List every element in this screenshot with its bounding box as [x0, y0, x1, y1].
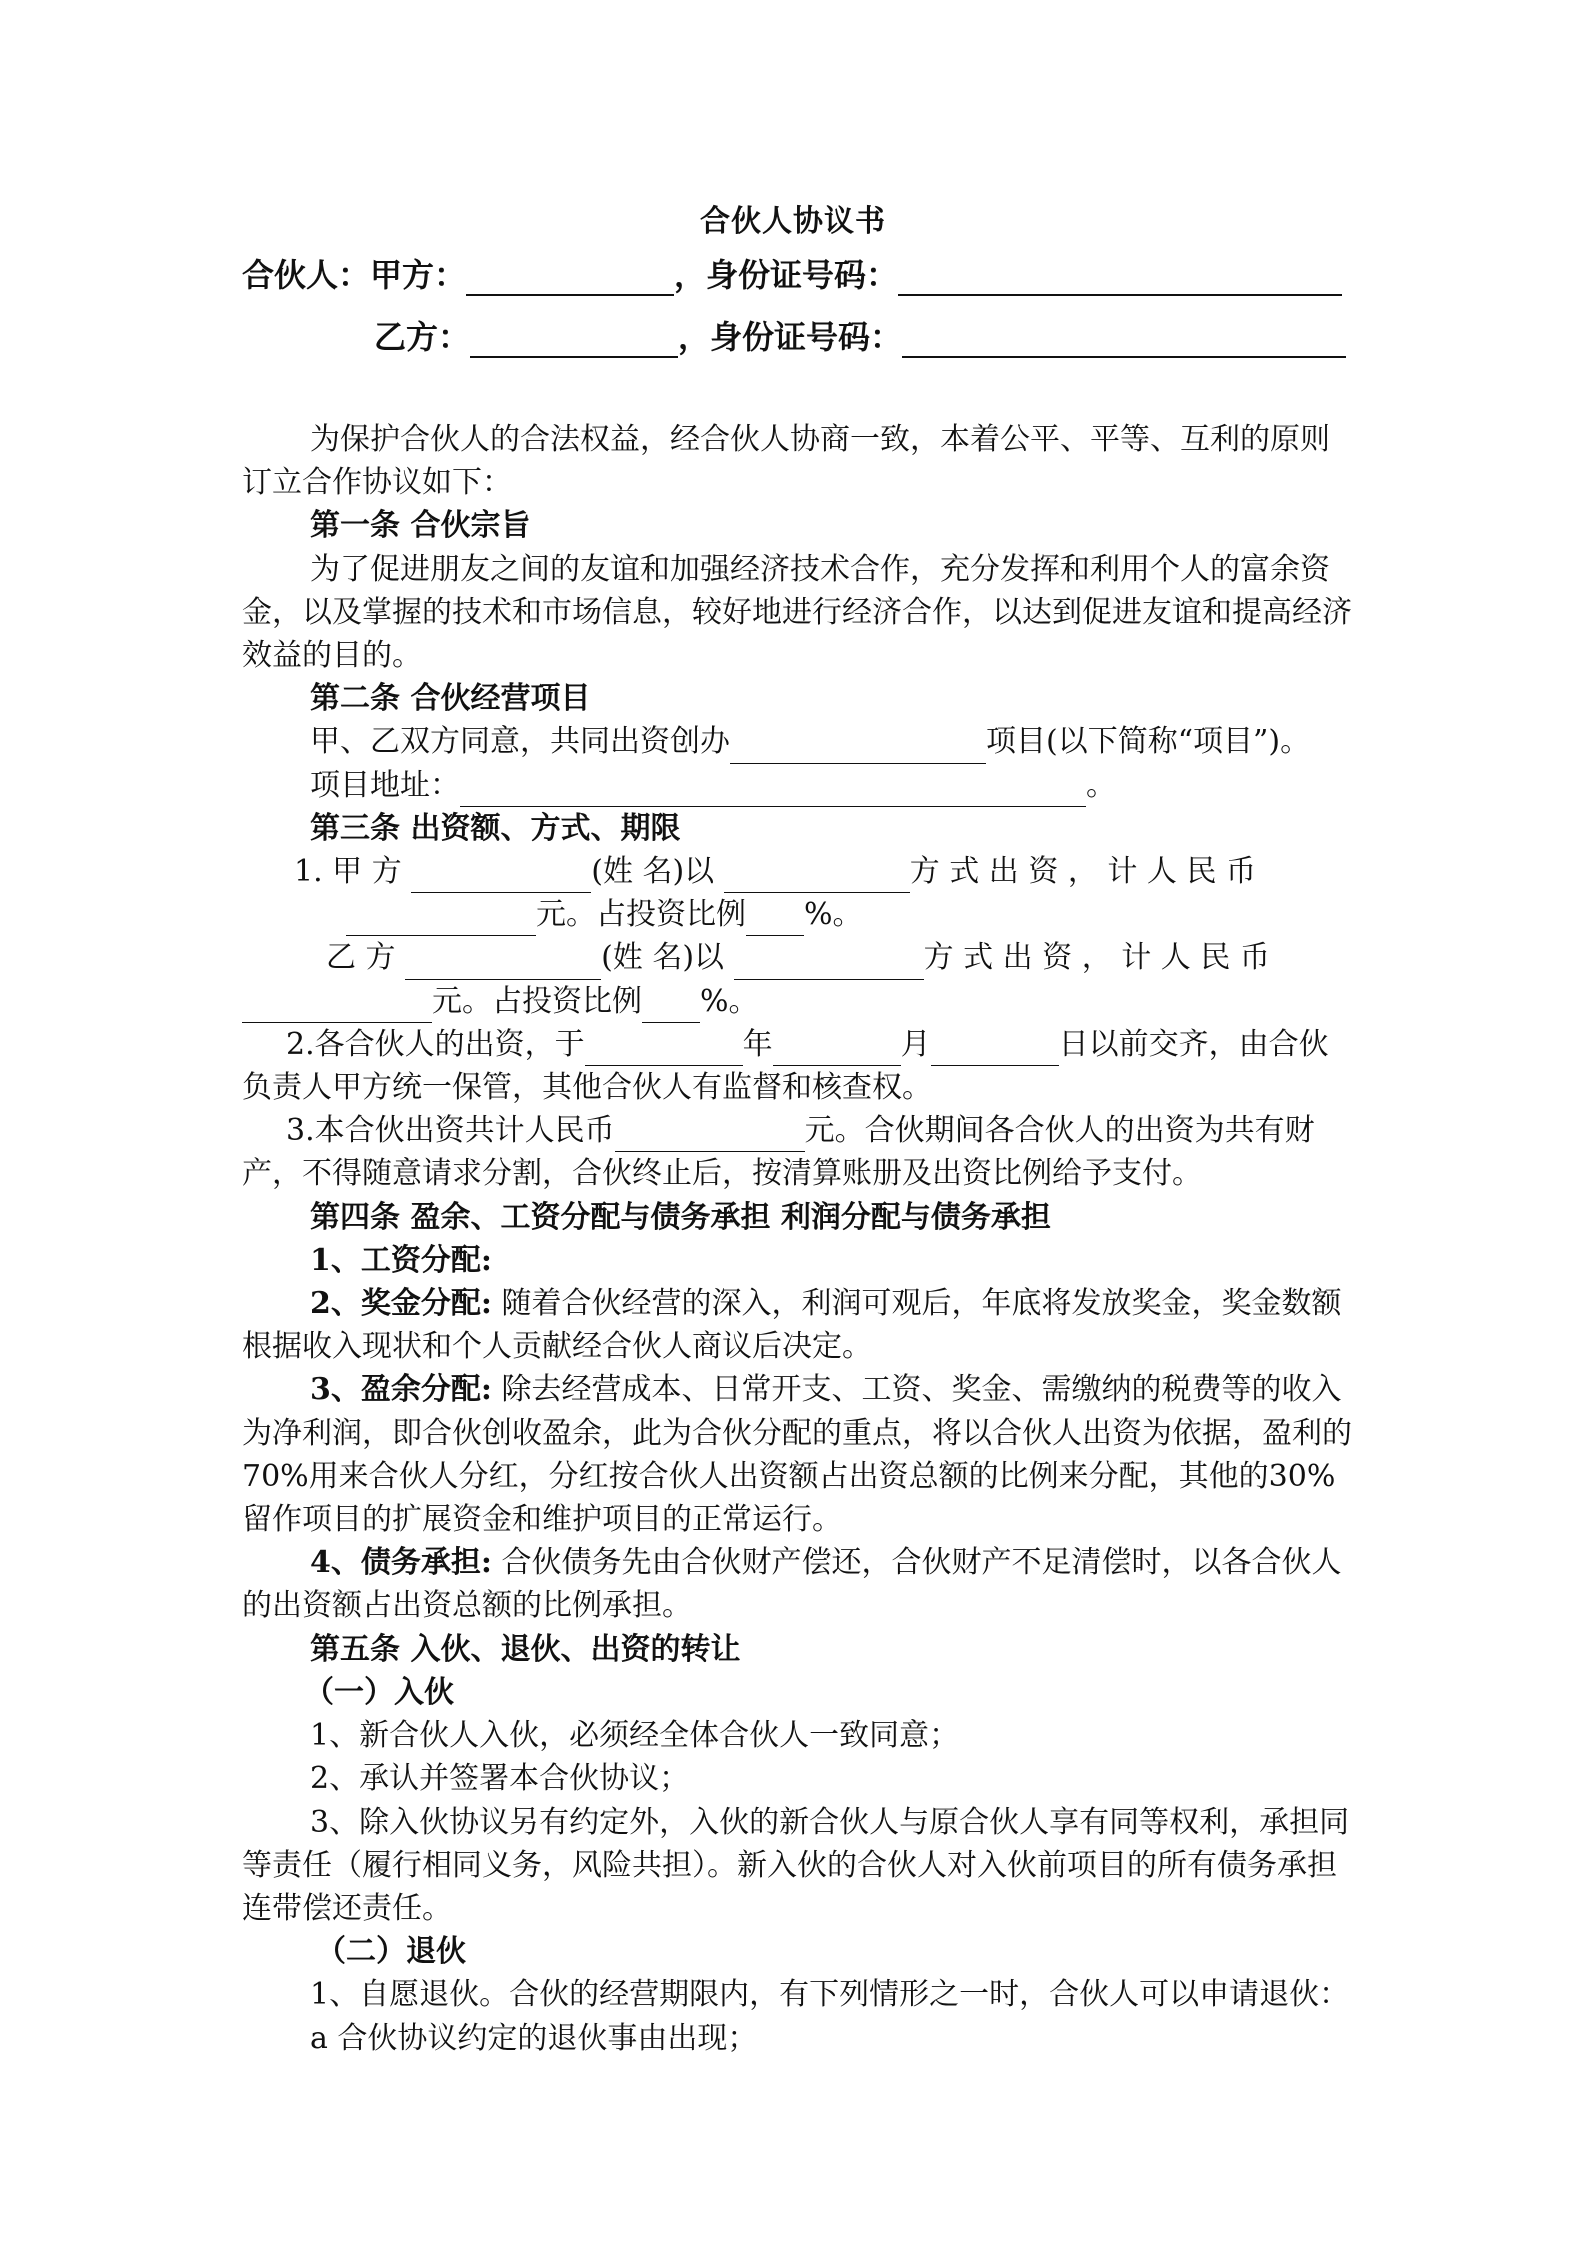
party-a-id-field[interactable] — [898, 260, 1342, 296]
party-a-ratio-blank[interactable] — [746, 905, 804, 936]
article-2-line-2-b: 。 — [1086, 767, 1116, 803]
article-3-item-1-e: %。 — [804, 897, 863, 933]
article-3-item-3-a: 3.本合伙出资共计人民币 — [286, 1113, 615, 1149]
article-4-item-3-text: 除去经营成本、日常开支、工资、奖金、需缴纳的税费等的收入为净利润，即合伙创收盈余，此为合伙分配的重点，将以合伙人出资为依据，盈利的70%用来合伙人分红，分红按合伙人出资额占出资总额的比例来分配，其他的30%留作项目的扩展资金和维护项目的正常运行。 — [242, 1372, 1352, 1538]
article-1-heading: 第一条 合伙宗旨 — [310, 508, 531, 544]
article-4-item-4 — [242, 1541, 1352, 1627]
article-3-item-2 — [242, 1023, 1352, 1109]
project-name-field[interactable] — [730, 733, 986, 764]
total-capital-blank[interactable] — [615, 1121, 805, 1152]
article-3-item-1-b: (姓 名)以 — [591, 854, 724, 890]
article-3-item-1-c: 方 式 出 资 ， 计 人 民 币 — [909, 854, 1257, 890]
article-3-item-2-d: 日以前交齐，由合伙负责人甲方统一保管，其他合伙人有监督和核查权。 — [242, 1026, 1329, 1106]
article-4-heading: 第四条 盈余、工资分配与债务承担 利润分配与债务承担 — [310, 1199, 1051, 1235]
article-4-item-2 — [242, 1282, 1352, 1368]
party-b-method-blank[interactable] — [734, 949, 924, 980]
article-2-heading: 第二条 合伙经营项目 — [310, 681, 591, 717]
section-withdraw-item-1: 1、自愿退伙。合伙的经营期限内，有下列情形之一时，合伙人可以申请退伙： — [310, 1977, 1350, 2013]
document-title: 合伙人协议书 — [700, 204, 886, 239]
deadline-year-blank[interactable] — [585, 1035, 743, 1066]
article-3-item-1-a: 1. 甲 方 — [294, 854, 412, 890]
section-withdraw-item-a: a 合伙协议约定的退伙事由出现； — [310, 2020, 758, 2056]
article-4-item-2-text: 随着合伙经营的深入，利润可观后，年底将发放奖金，奖金数额根据收入现状和个人贡献经合伙人商议后决定。 — [242, 1286, 1342, 1365]
section-join-item-3: 3、除入伙协议另有约定外，入伙的新合伙人与原合伙人享有同等权利，承担同等责任（履行相同义务，风险共担）。新入伙的合伙人对入伙前项目的所有债务承担连带偿还责任。 — [242, 1804, 1350, 1926]
party-a-id-label: ，身份证号码： — [674, 256, 899, 294]
party-a-amount-blank[interactable] — [346, 905, 536, 936]
article-4-item-4-text: 合伙债务先由合伙财产偿还，合伙财产不足清偿时，以各合伙人的出资额占出资总额的比例承担。 — [242, 1545, 1342, 1624]
party-b-id-label: ，身份证号码： — [678, 318, 903, 356]
document-body — [242, 418, 1352, 2060]
article-3-item-1b-a: 乙 方 — [326, 940, 406, 976]
section-withdraw-heading: （二）退伙 — [316, 1934, 466, 1970]
party-a-name-blank[interactable] — [411, 862, 591, 893]
party-b-row — [374, 312, 1346, 358]
article-3-item-1-d: 元。占投资比例 — [536, 897, 746, 933]
party-b-name-blank[interactable] — [405, 949, 601, 980]
article-2-line-2 — [242, 764, 1352, 807]
article-3-item-3-b: 元。合伙期间各合伙人的出资为共有财产，不得随意请求分割，合伙终止后，按清算账册及出资比例给予支付。 — [242, 1113, 1315, 1192]
section-join-heading: （一）入伙 — [304, 1674, 454, 1710]
article-3-item-1b-e: %。 — [700, 983, 759, 1019]
article-3-item-1b-c: 方 式 出 资 ， 计 人 民 币 — [923, 940, 1270, 976]
party-a-method-blank[interactable] — [724, 862, 910, 893]
article-3-item-1-cont — [242, 893, 1352, 936]
project-address-field[interactable] — [460, 776, 1086, 807]
party-a-name-field[interactable] — [466, 260, 674, 296]
party-b-id-field[interactable] — [902, 322, 1346, 358]
deadline-day-blank[interactable] — [931, 1035, 1059, 1066]
article-4-item-2-heading: 2、奖金分配: — [310, 1286, 492, 1322]
intro-paragraph: 为保护合伙人的合法权益，经合伙人协商一致，本着公平、平等、互利的原则订立合作协议如下： — [242, 422, 1330, 501]
project-address-label: 项目地址： — [310, 767, 460, 803]
article-3-item-2-a: 2.各合伙人的出资，于 — [286, 1026, 585, 1062]
article-3-item-1b-b: (姓 名)以 — [601, 940, 734, 976]
article-1-text: 为了促进朋友之间的友谊和加强经济技术合作，充分发挥和利用个人的富余资金，以及掌握的技术和市场信息，较好地进行经济合作，以达到促进友谊和提高经济效益的目的。 — [242, 551, 1352, 674]
article-3-item-1 — [242, 850, 1352, 893]
article-3-item-2-c: 月 — [900, 1026, 931, 1062]
party-a-label: 合伙人：甲方： — [242, 256, 467, 294]
deadline-month-blank[interactable] — [773, 1035, 901, 1066]
party-b-name-field[interactable] — [470, 322, 678, 358]
article-3-item-1b-d: 元。占投资比例 — [432, 983, 642, 1019]
article-4-item-1: 1、工资分配: — [310, 1242, 492, 1278]
article-2-line-1 — [242, 720, 1352, 763]
article-3-item-1b-cont — [242, 980, 1352, 1023]
article-4-item-4-heading: 4、债务承担: — [310, 1545, 492, 1581]
article-3-item-2-b: 年 — [742, 1026, 773, 1062]
article-4-item-3 — [242, 1368, 1352, 1541]
party-b-label: 乙方： — [374, 318, 471, 356]
article-4-item-3-heading: 3、盈余分配: — [310, 1372, 492, 1408]
party-b-ratio-blank[interactable] — [642, 992, 700, 1023]
section-join-item-1: 1、新合伙人入伙，必须经全体合伙人一致同意； — [310, 1718, 960, 1754]
article-2-line-1-a: 甲、乙双方同意，共同出资创办 — [310, 724, 730, 760]
article-3-heading: 第三条 出资额、方式、期限 — [310, 810, 681, 846]
party-a-row — [242, 250, 1342, 296]
article-2-line-1-b: 项目(以下简称“项目”)。 — [986, 724, 1311, 760]
article-5-heading: 第五条 入伙、退伙、出资的转让 — [310, 1631, 741, 1667]
article-3-item-3 — [242, 1109, 1352, 1195]
party-b-amount-blank[interactable] — [242, 992, 432, 1023]
article-3-item-1b — [242, 936, 1352, 979]
section-join-item-2: 2、承认并签署本合伙协议； — [310, 1761, 690, 1797]
